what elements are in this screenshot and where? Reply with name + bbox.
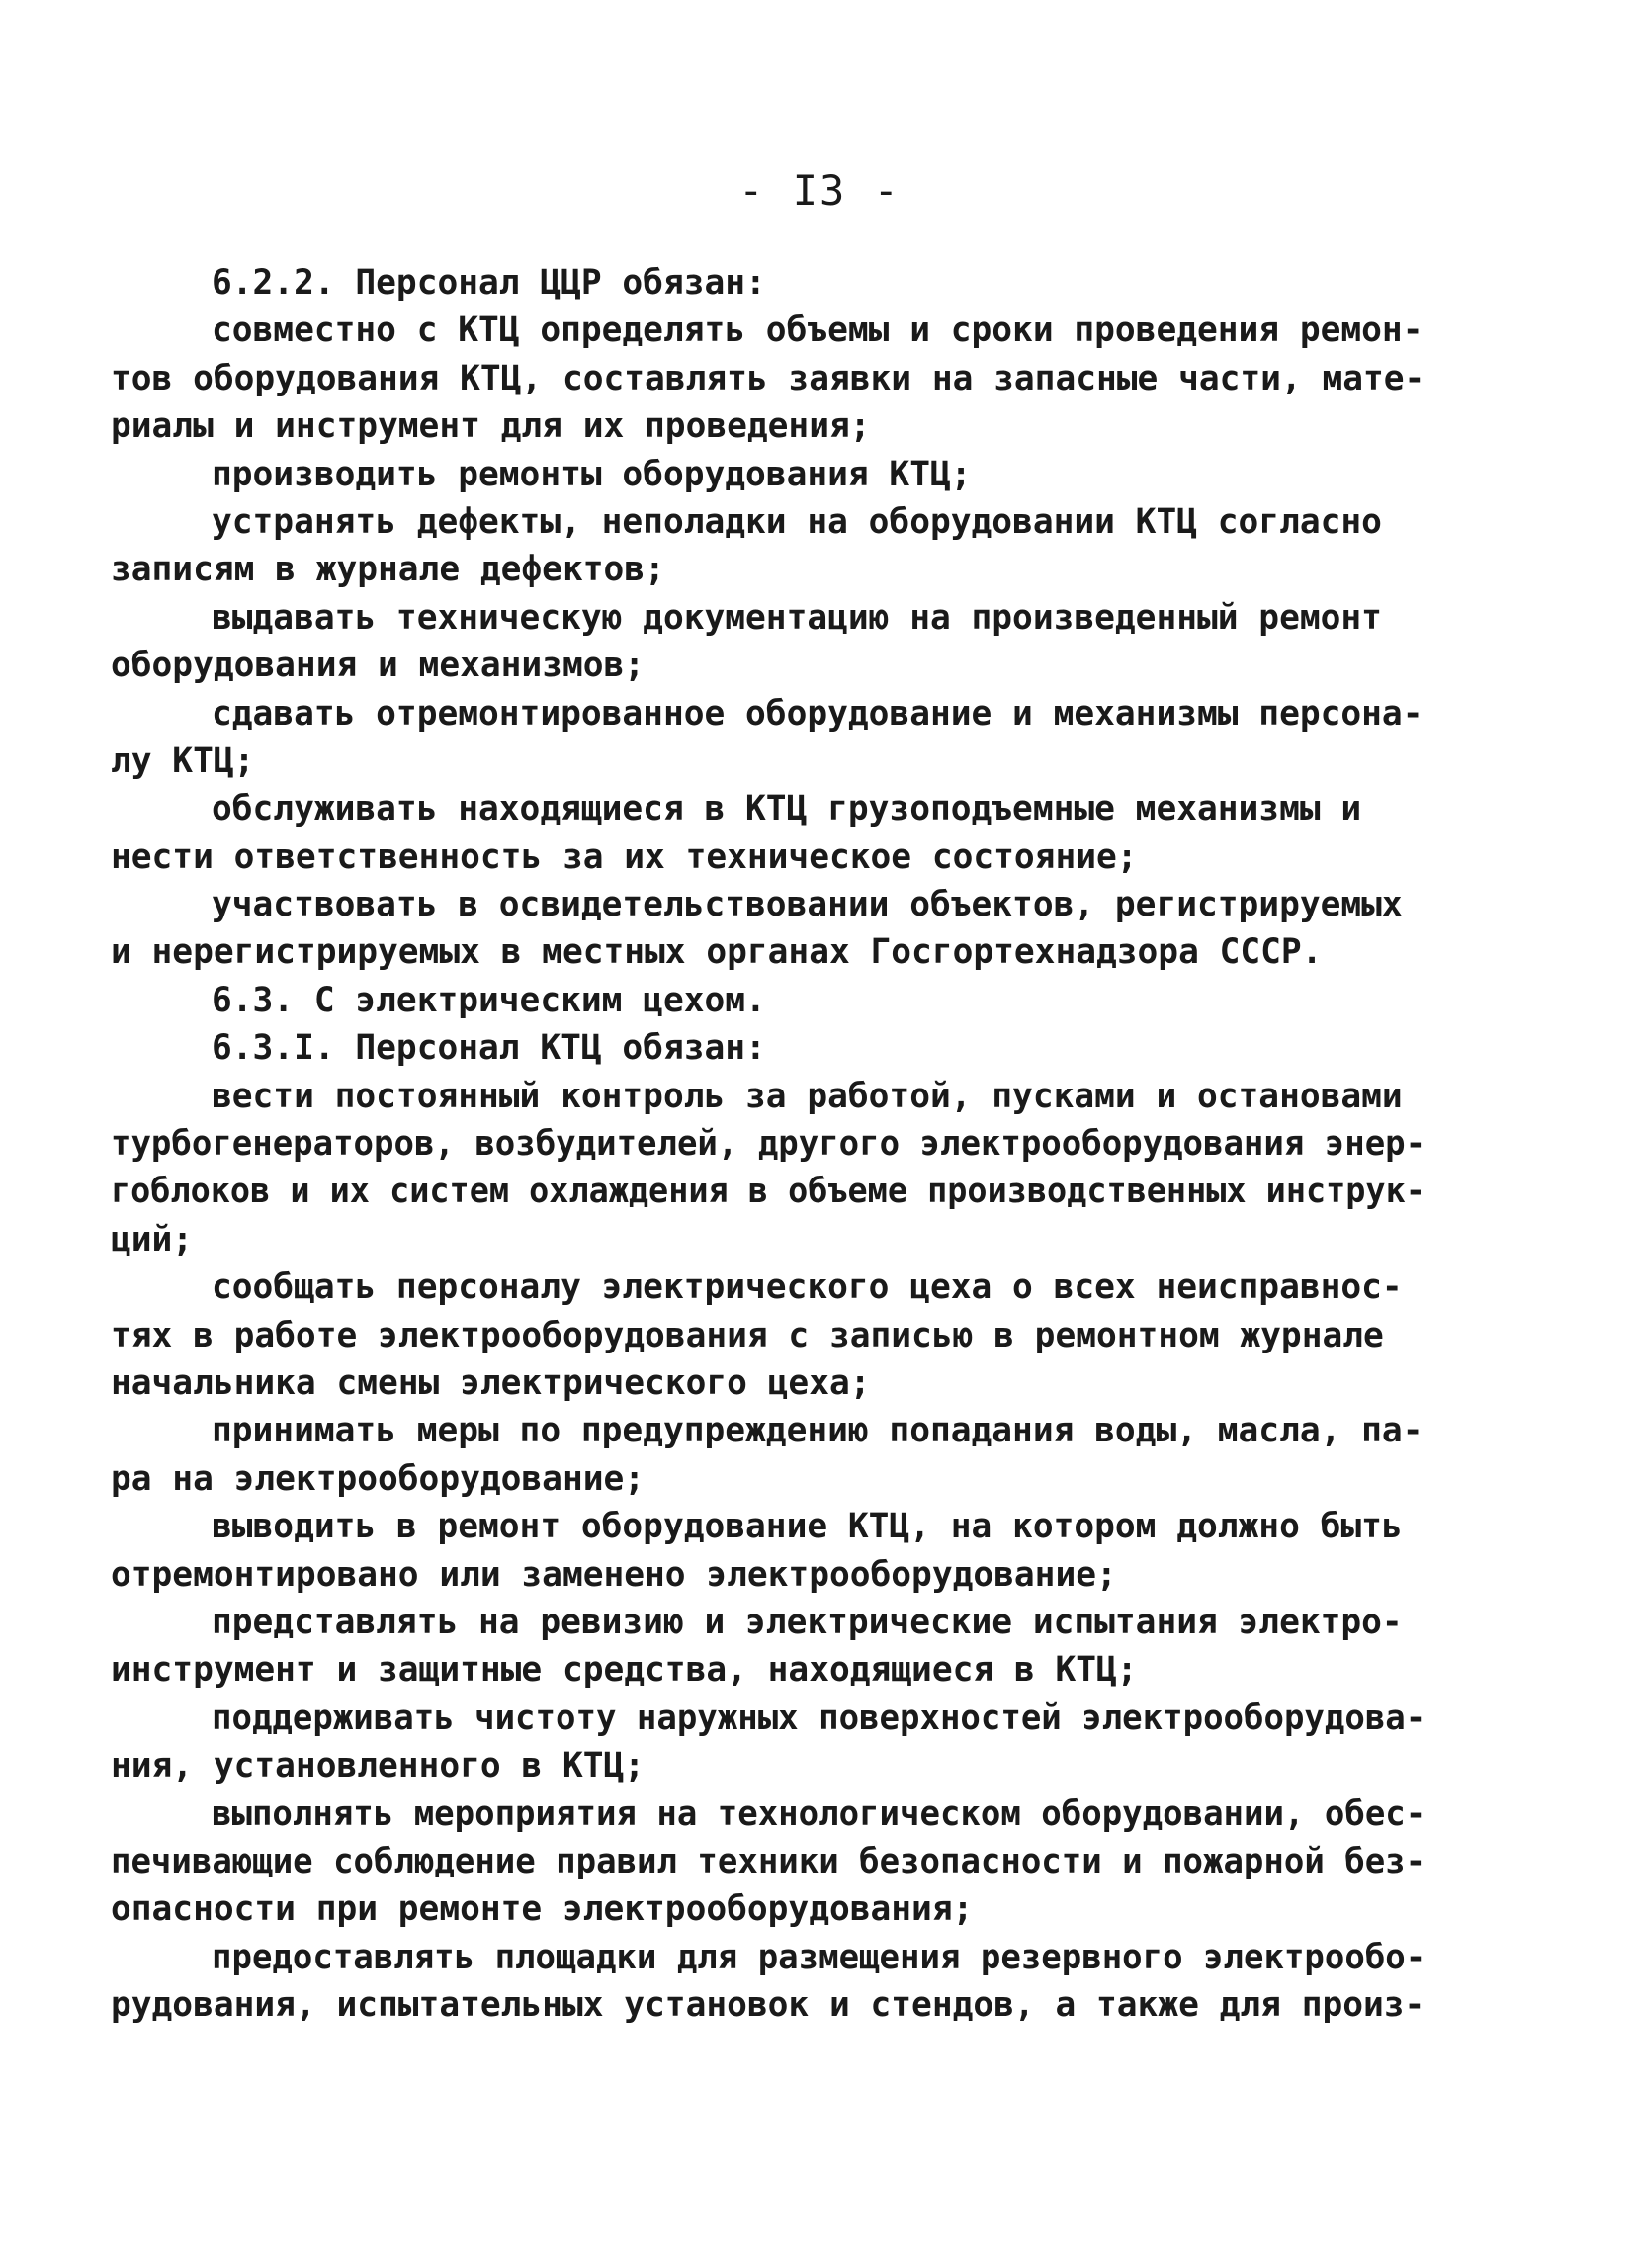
- text-line: выводить в ремонт оборудование КТЦ, на котором должно быть: [212, 1507, 1403, 1547]
- text-line: устранять дефекты, неполадки на оборудовании КТЦ согласно: [212, 501, 1382, 542]
- text-line: 6.3.I. Персонал КТЦ обязан:: [212, 1028, 766, 1069]
- text-line: лу КТЦ;: [111, 741, 255, 781]
- text-line: производить ремонты оборудования КТЦ;: [212, 454, 972, 494]
- text-line: рудования, испытательных установок и стендов, а также для произ-: [111, 1985, 1425, 2026]
- text-line: 6.3. С электрическим цехом.: [212, 980, 766, 1020]
- text-line: сообщать персоналу электрического цеха о всех неисправнос-: [212, 1267, 1403, 1308]
- text-line: ций;: [111, 1219, 194, 1260]
- text-line: тях в работе электрооборудования с записью в ремонтном журнале: [111, 1315, 1384, 1355]
- text-line: обслуживать находящиеся в КТЦ грузоподъемные механизмы и: [212, 789, 1362, 829]
- page-number: - I3 -: [738, 166, 901, 215]
- text-line: предоставлять площадки для размещения резервного электрообо-: [212, 1937, 1426, 1977]
- text-line: оборудования и механизмов;: [111, 646, 646, 686]
- text-line: записям в журнале дефектов;: [111, 550, 665, 590]
- text-line: совместно с КТЦ определять объемы и сроки проведения ремон-: [212, 310, 1423, 351]
- text-line: выполнять мероприятия на технологическом оборудовании, обес-: [212, 1793, 1426, 1834]
- text-line: отремонтировано или заменено электрооборудование;: [111, 1554, 1117, 1595]
- text-line: инструмент и защитные средства, находящиеся в КТЦ;: [111, 1650, 1138, 1691]
- text-line: ния, установленного в КТЦ;: [111, 1746, 646, 1787]
- text-line: опасности при ремонте электрооборудования;: [111, 1889, 974, 1930]
- text-line: тов оборудования КТЦ, составлять заявки на запасные части, мате-: [111, 358, 1425, 398]
- text-line: нести ответственность за их техническое состояние;: [111, 836, 1138, 877]
- text-line: выдавать техническую документацию на произведенный ремонт: [212, 597, 1382, 638]
- text-line: и нерегистрируемых в местных органах Госгортехнадзора СССР.: [111, 932, 1323, 973]
- text-line: турбогенераторов, возбудителей, другого электрооборудования энер-: [111, 1124, 1426, 1165]
- text-line: 6.2.2. Персонал ЦЦР обязан:: [212, 263, 766, 303]
- document-body: [111, 259, 1425, 2029]
- text-line: гоблоков и их систем охлаждения в объеме производственных инструк-: [111, 1172, 1425, 1212]
- text-line: поддерживать чистоту наружных поверхностей электрооборудова-: [212, 1698, 1426, 1738]
- text-line: печивающие соблюдение правил техники безопасности и пожарной без-: [111, 1841, 1426, 1881]
- text-line: ра на электрооборудование;: [111, 1458, 646, 1499]
- text-line: начальника смены электрического цеха;: [111, 1362, 871, 1403]
- text-line: риалы и инструмент для их проведения;: [111, 406, 871, 447]
- text-line: сдавать отремонтированное оборудование и механизмы персона-: [212, 693, 1423, 734]
- text-line: участвовать в освидетельствовании объектов, регистрируемых: [212, 885, 1403, 925]
- text-line: вести постоянный контроль за работой, пусками и остановами: [212, 1076, 1403, 1116]
- text-line: представлять на ревизию и электрические испытания электро-: [212, 1602, 1403, 1642]
- text-line: принимать меры по предупреждению попадания воды, масла, па-: [212, 1411, 1423, 1451]
